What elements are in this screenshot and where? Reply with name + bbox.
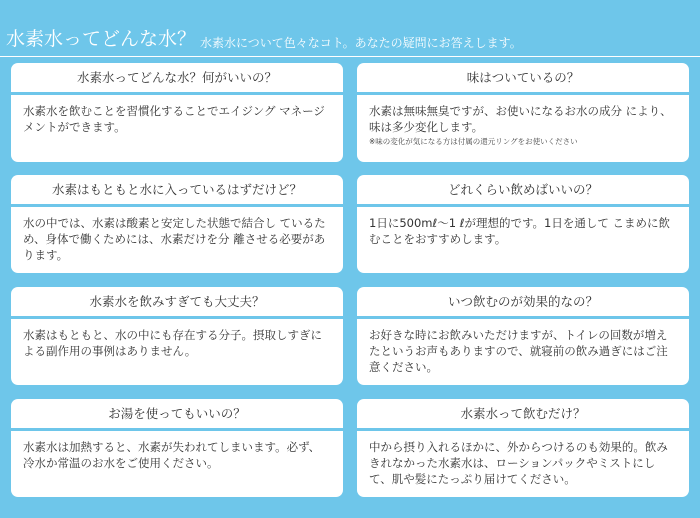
page-subtitle: 水素水について色々なコト。あなたの疑問にお答えします。 [200,36,522,50]
faq-card-taste [357,63,689,162]
faq-card-amount [357,175,689,273]
faq-answer: 1日に500mℓ～1 ℓが理想的です。1日を通して こまめに飲むことをおすすめします。 [369,216,670,246]
header-divider [0,56,700,57]
faq-answer: 水素水は加熱すると、水素が失われてしまいます。必ず、冷水か常温のお水をご使用ください。 [23,440,321,470]
faq-question: 水素水ってどんな水？何がいいの？ [11,63,343,95]
faq-answer: 水素はもともと、水の中にも存在する分子。摂取しすぎによる副作用の事例はありません。 [23,328,322,358]
faq-card-overdrinking [11,287,343,385]
faq-card-hydrogen-in-water [11,175,343,273]
faq-answer: 水の中では、水素は酸素と安定した状態で結合し ているため、身体で働くためには、水素だけを分 離させる必要があります。 [23,216,326,262]
faq-answer: 水素水を飲むことを習慣化することでエイジング マネージメントができます。 [23,104,325,134]
faq-card-hot-water [11,399,343,497]
faq-answer: 中から摂り入れるほかに、外からつけるのも効果的。飲みきれなかった水素水は、ローションパックやミストにして、肌や髪にたっぷり届けてください。 [369,440,668,486]
faq-question: どれくらい飲めばいいの？ [357,175,689,207]
faq-card-what-is [11,63,343,162]
faq-question: 水素はもともと水に入っているはずだけど？ [11,175,343,207]
faq-answer: お好きな時にお飲みいただけますが、トイレの回数が増えたというお声もありますので、就寝前の飲み過ぎにはご注意ください。 [369,328,668,374]
faq-question: お湯を使ってもいいの？ [11,399,343,431]
faq-question: 味はついているの？ [357,63,689,95]
faq-answer: 水素は無味無臭ですが、お使いになるお水の成分 により、味は多少変化します。 [369,104,672,134]
faq-card-external-use [357,399,689,497]
page-header [0,0,700,56]
faq-question: 水素水を飲みすぎても大丈夫？ [11,287,343,319]
faq-card-timing [357,287,689,385]
faq-note: ※味の変化が気になる方は付属の還元リングをお使いください [369,137,578,146]
faq-question: 水素水って飲むだけ？ [357,399,689,431]
faq-question: いつ飲むのが効果的なの？ [357,287,689,319]
page-title: 水素水ってどんな水？ [6,28,197,50]
